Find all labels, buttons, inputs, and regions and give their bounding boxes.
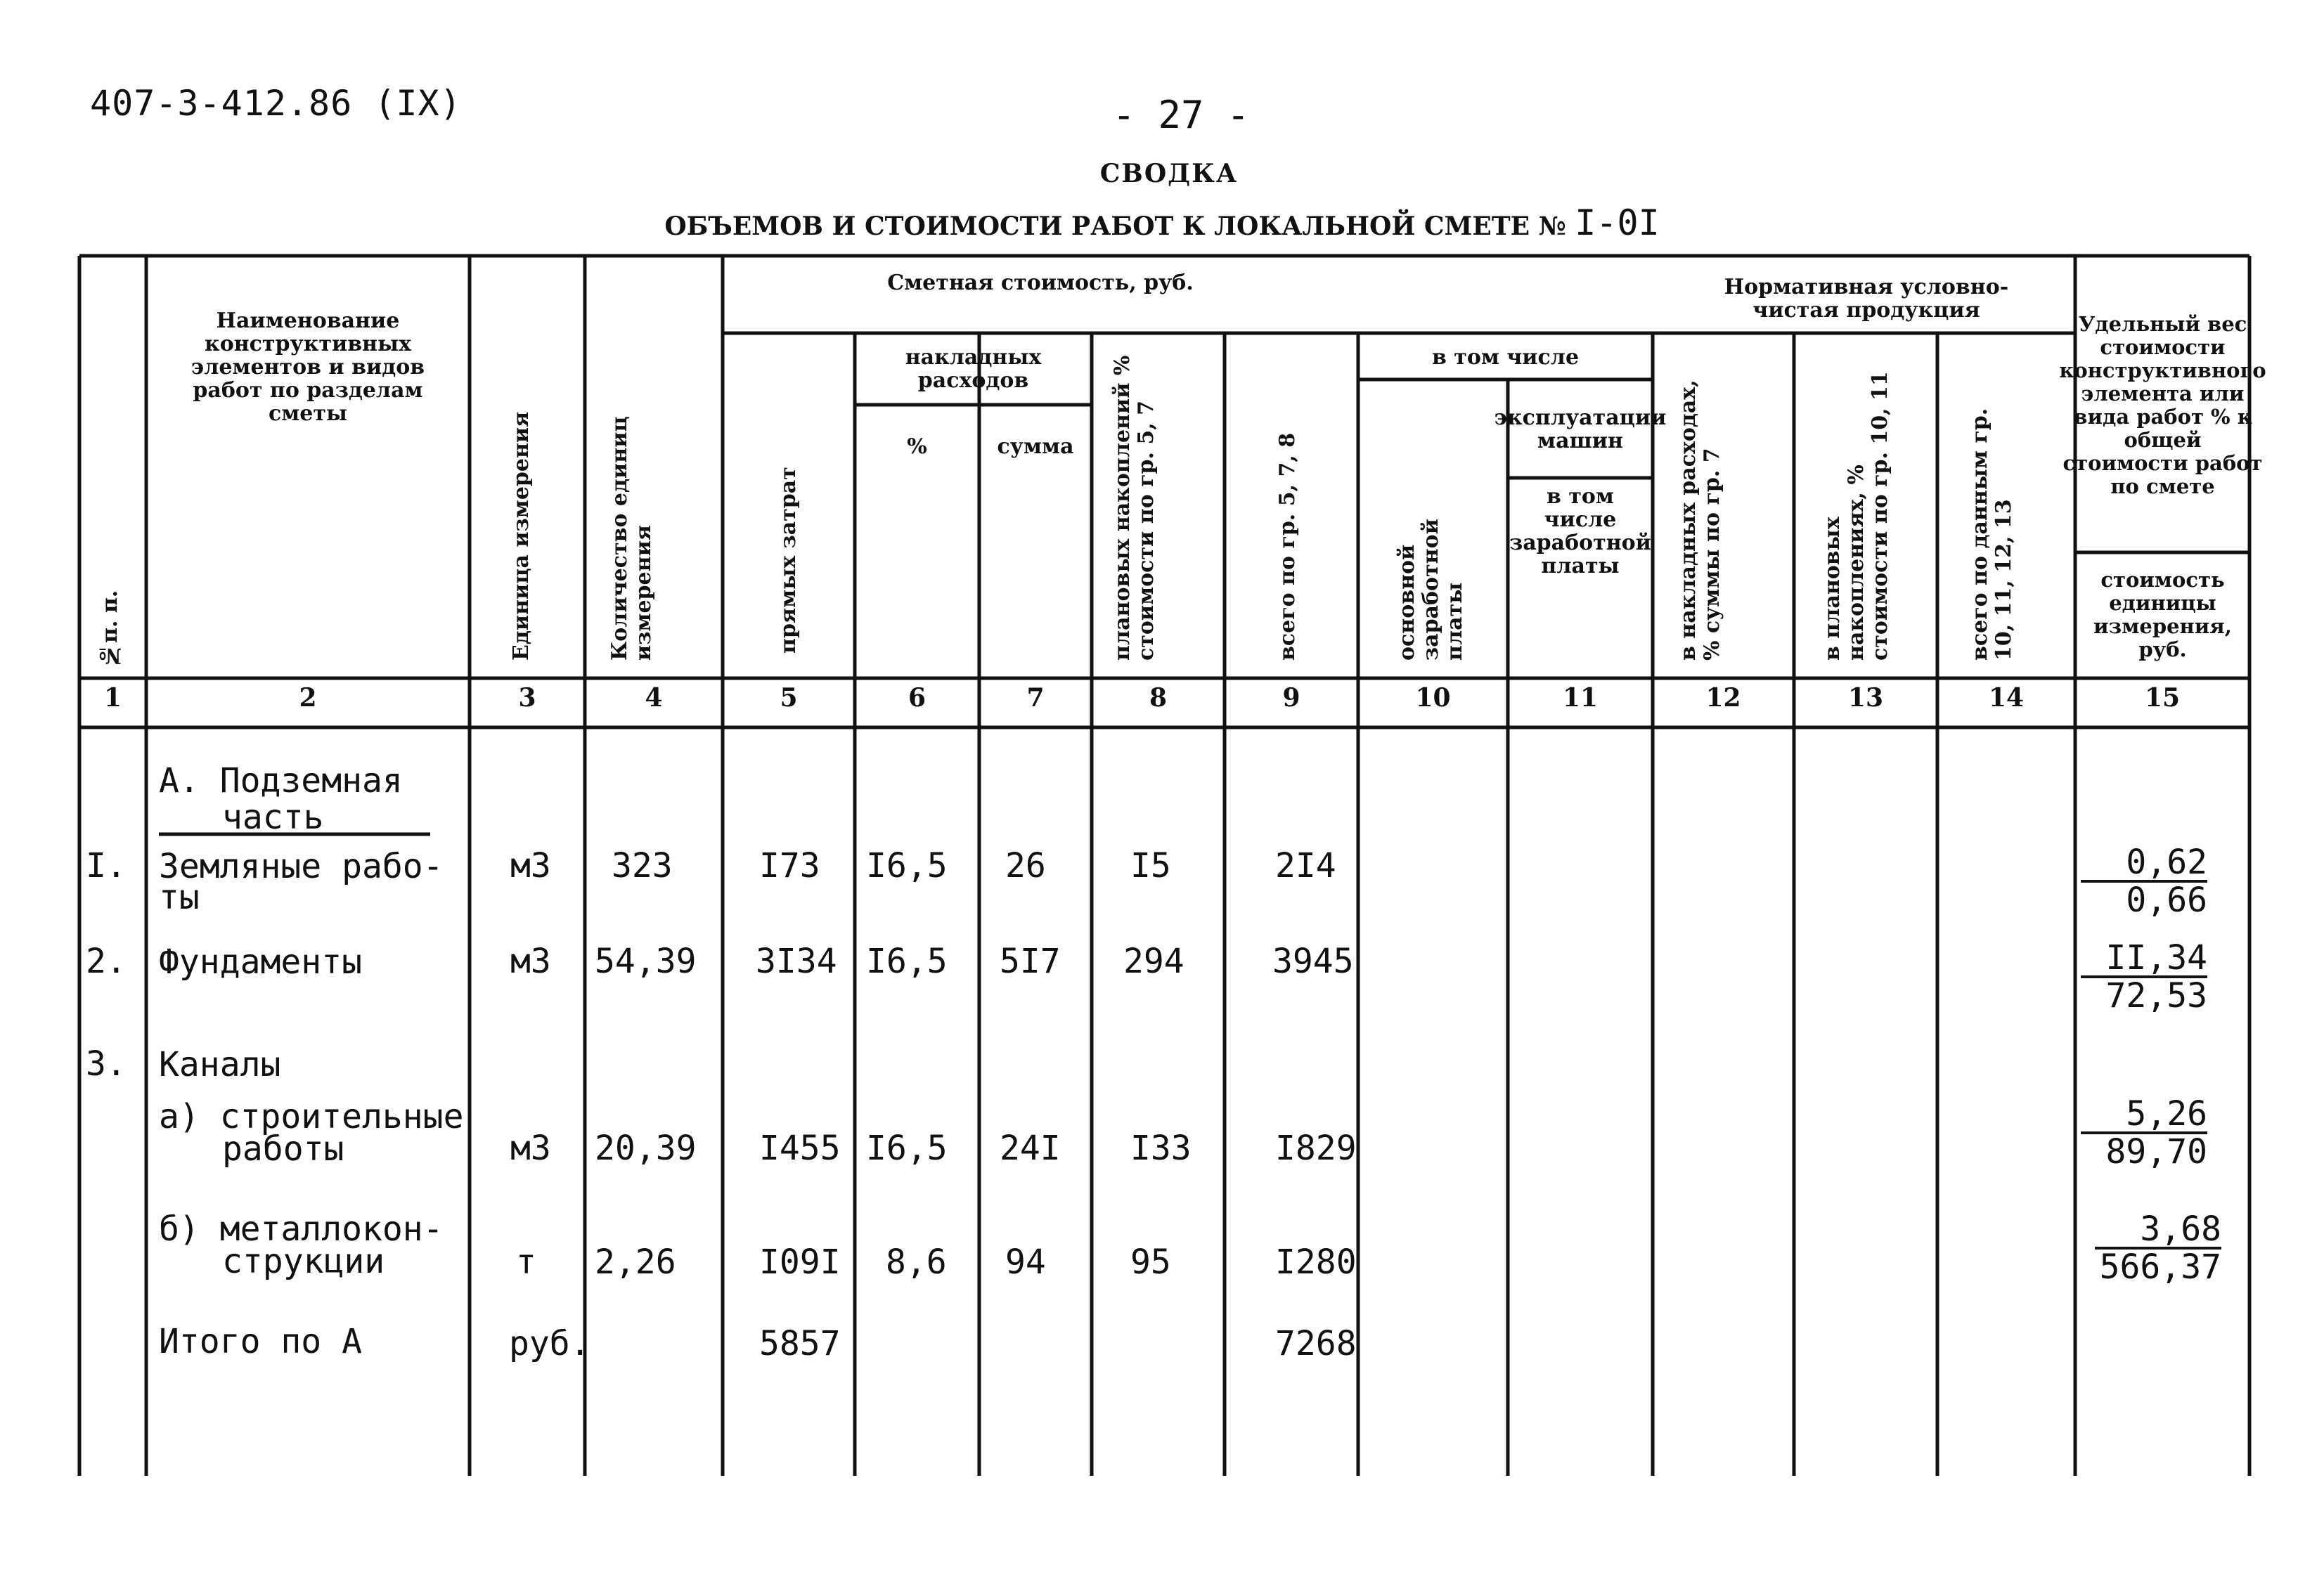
row-name: Каналы bbox=[159, 1045, 281, 1084]
row-overhead-sum: 24I bbox=[1000, 1129, 1061, 1168]
row-total: I829 bbox=[1275, 1129, 1357, 1168]
row-name-cont: струкции bbox=[222, 1242, 385, 1281]
col-number: 10 bbox=[1415, 683, 1451, 713]
row-name-cont: ты bbox=[159, 878, 200, 917]
row-unit: м3 bbox=[510, 1129, 551, 1168]
col-number: 5 bbox=[780, 683, 798, 713]
header-col10: основной заработной платы bbox=[1395, 519, 1467, 661]
col-number: 4 bbox=[645, 683, 663, 713]
header-col8: плановых накоплений % стоимости по гр. 5, 7 bbox=[1110, 355, 1158, 661]
header-col12: в накладных расходах, % суммы по гр. 7 bbox=[1676, 379, 1724, 661]
row-overhead-pct: I6,5 bbox=[866, 942, 948, 981]
row-share-fraction bbox=[2081, 1094, 2207, 1172]
row-unit-cost: 89,70 bbox=[2105, 1132, 2207, 1172]
header-col9: всего по гр. 5, 7, 8 bbox=[1275, 432, 1300, 661]
header-col5: прямых затрат bbox=[776, 467, 801, 654]
col-number: 2 bbox=[299, 683, 317, 713]
header-col4: Количество единиц измерения bbox=[607, 416, 656, 661]
row-quantity: 54,39 bbox=[595, 942, 697, 981]
document-code: 407-3-412.86 (IX) bbox=[90, 83, 462, 124]
subtitle-text: ОБЪЕМОВ И СТОИМОСТИ РАБОТ К ЛОКАЛЬНОЙ СМЕТЕ № bbox=[664, 212, 1566, 241]
row-plan-savings: I5 bbox=[1130, 846, 1171, 885]
row-overhead-sum: 26 bbox=[1005, 846, 1046, 885]
row-overhead-sum: 5I7 bbox=[1000, 942, 1061, 981]
row-unit: т bbox=[516, 1242, 536, 1282]
row-share: II,34 bbox=[2081, 940, 2207, 978]
header-col1: №п. п. bbox=[98, 590, 122, 668]
document-title: СВОДКА bbox=[1099, 159, 1239, 188]
row-direct-cost: 3I34 bbox=[756, 942, 837, 981]
row-unit-cost: 72,53 bbox=[2105, 976, 2207, 1015]
header-col3: Единица измерения bbox=[509, 411, 534, 661]
row-name-cont: работы bbox=[222, 1129, 344, 1169]
row-name: Земляные рабо- bbox=[159, 847, 444, 886]
row-total: 2I4 bbox=[1275, 846, 1336, 885]
header-col11: в том числе заработной платы bbox=[1509, 484, 1651, 578]
header-group-norm: Нормативная условно-чистая продукция bbox=[1724, 275, 2009, 323]
col-number: 14 bbox=[1988, 683, 2025, 713]
row-unit-cost: 0,66 bbox=[2126, 881, 2207, 920]
row-number: I. bbox=[86, 846, 127, 885]
row-share-fraction bbox=[2081, 940, 2207, 1013]
col-number: 11 bbox=[1562, 683, 1599, 713]
col-number: 9 bbox=[1282, 683, 1300, 713]
row-name: б) металлокон- bbox=[159, 1209, 444, 1249]
total-direct-cost: 5857 bbox=[759, 1324, 841, 1363]
row-share-fraction bbox=[2081, 845, 2207, 918]
header-col14: всего по данным гр. 10, 11, 12, 13 bbox=[1968, 408, 2016, 661]
row-share-fraction bbox=[2095, 1209, 2221, 1287]
row-plan-savings: I33 bbox=[1130, 1129, 1192, 1168]
col-number: 15 bbox=[2144, 683, 2181, 713]
smeta-number: I-0I bbox=[1575, 202, 1660, 243]
row-number: 3. bbox=[86, 1044, 127, 1084]
row-quantity: 2,26 bbox=[595, 1242, 676, 1282]
total-label: Итого по А bbox=[159, 1322, 362, 1361]
row-overhead-pct: 8,6 bbox=[886, 1242, 947, 1282]
col-number: 1 bbox=[103, 683, 122, 713]
section-title: А. Подземная bbox=[159, 761, 403, 800]
row-overhead-pct: I6,5 bbox=[866, 846, 948, 885]
header-col15-bottom: стоимость единицы измерения, руб. bbox=[2093, 568, 2232, 661]
col-number: 8 bbox=[1149, 683, 1168, 713]
row-total: 3945 bbox=[1272, 942, 1354, 981]
row-direct-cost: I09I bbox=[759, 1242, 841, 1282]
col-number: 7 bbox=[1026, 683, 1045, 713]
header-col13: в плановых накоплениях, % стоимости по гр. 10, 11 bbox=[1820, 371, 1892, 661]
col-number: 12 bbox=[1705, 683, 1741, 713]
row-total: I280 bbox=[1275, 1242, 1357, 1282]
section-title-cont: часть bbox=[222, 798, 324, 837]
row-unit: м3 bbox=[510, 942, 551, 981]
row-number: 2. bbox=[86, 942, 127, 981]
row-overhead-sum: 94 bbox=[1005, 1242, 1046, 1282]
row-quantity: 20,39 bbox=[595, 1129, 697, 1168]
header-col15-top: Удельный вес стоимости конструктивного элемента или вида работ % к общей стоимости работ по смете bbox=[2059, 312, 2266, 498]
row-overhead-pct: I6,5 bbox=[866, 1129, 948, 1168]
col-number: 3 bbox=[518, 683, 536, 713]
row-direct-cost: I455 bbox=[759, 1129, 841, 1168]
col-number: 6 bbox=[908, 683, 927, 713]
row-name: Фундаменты bbox=[159, 942, 362, 982]
row-share: 3,68 bbox=[2095, 1212, 2221, 1250]
row-share: 0,62 bbox=[2081, 845, 2207, 883]
header-group-incl: в том числе bbox=[1431, 344, 1580, 370]
header-col6: % bbox=[907, 434, 927, 459]
row-plan-savings: 294 bbox=[1123, 942, 1184, 981]
col-number: 13 bbox=[1847, 683, 1884, 713]
page-number: - 27 - bbox=[1112, 93, 1250, 137]
header-group-cost: Сметная стоимость, руб. bbox=[887, 270, 1194, 295]
total-unit: руб. bbox=[509, 1324, 590, 1363]
header-col7: сумма bbox=[997, 434, 1074, 459]
total-cost: 7268 bbox=[1275, 1324, 1357, 1363]
header-col11-top: эксплуатации машин bbox=[1494, 405, 1667, 453]
header-group-overhead: накладных расходов bbox=[905, 345, 1042, 393]
row-plan-savings: 95 bbox=[1130, 1242, 1171, 1282]
row-unit: м3 bbox=[510, 846, 551, 885]
row-share: 5,26 bbox=[2081, 1096, 2207, 1134]
row-direct-cost: I73 bbox=[759, 846, 820, 885]
row-name: а) строительные bbox=[159, 1097, 464, 1136]
row-unit-cost: 566,37 bbox=[2099, 1247, 2221, 1287]
row-quantity: 323 bbox=[612, 846, 673, 885]
header-col2: Наименование конструктивных элементов и видов работ по разделам сметы bbox=[191, 309, 425, 426]
